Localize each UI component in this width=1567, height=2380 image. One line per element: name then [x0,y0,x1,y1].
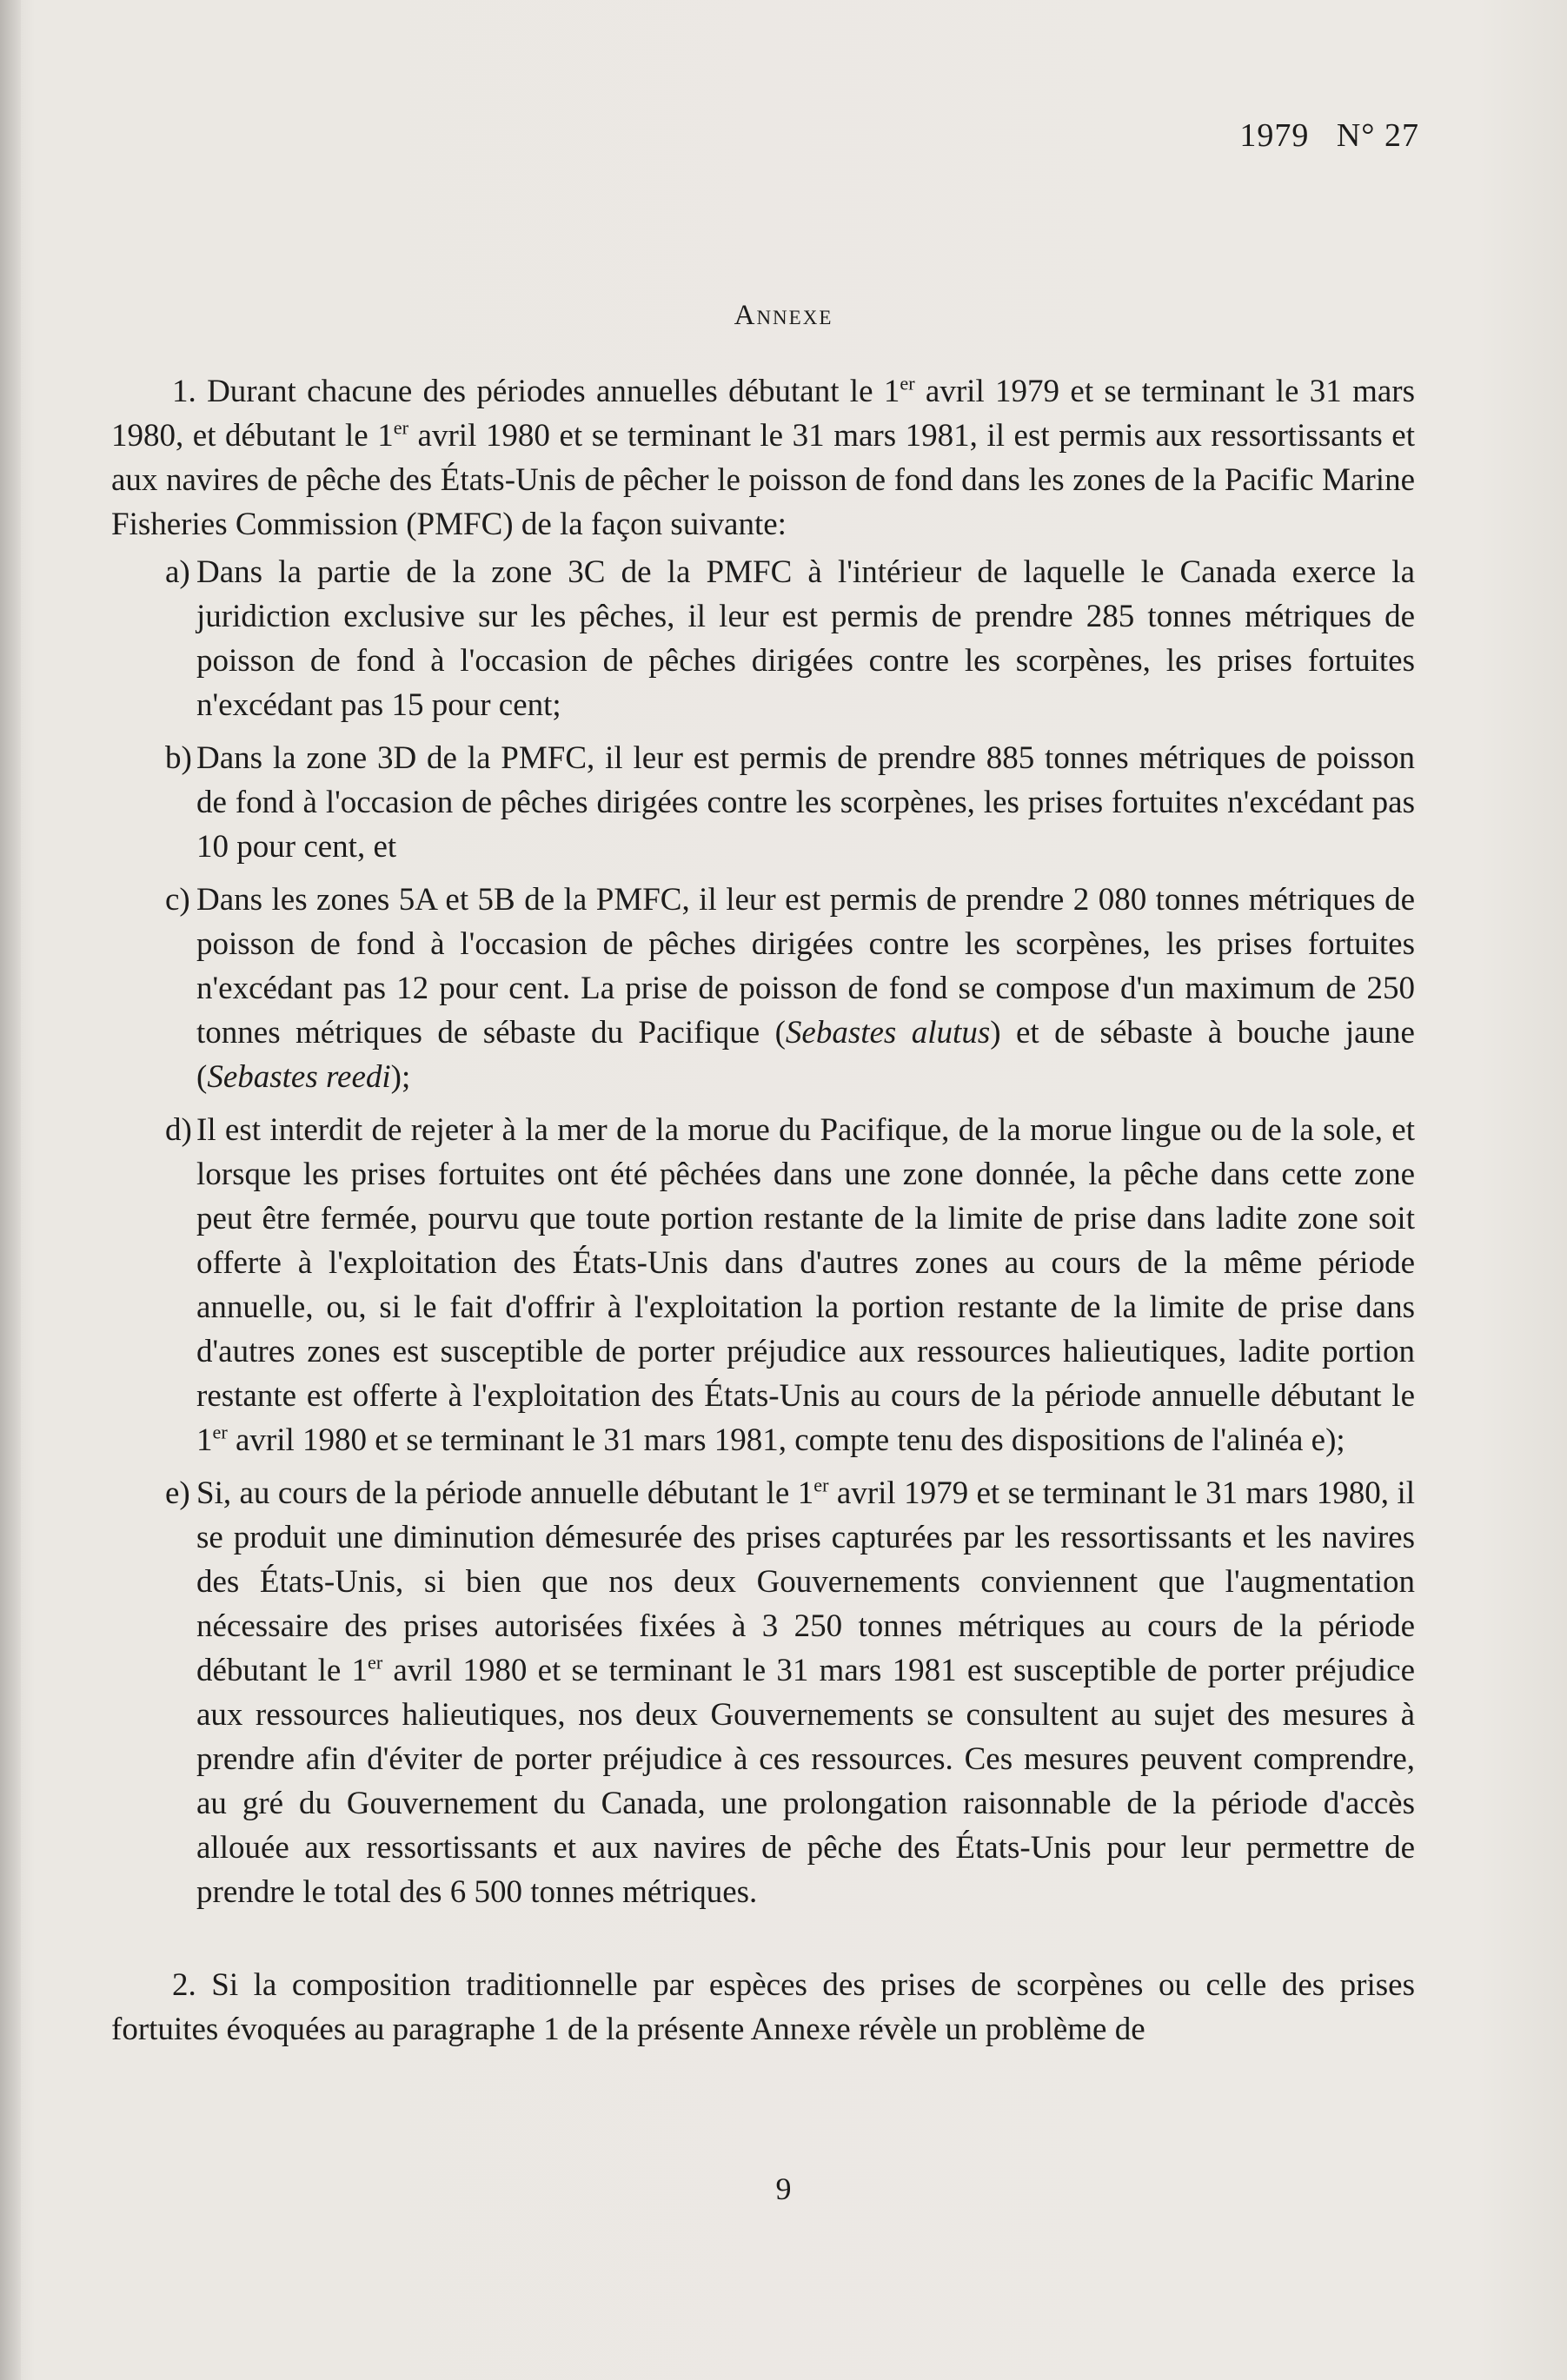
item-e [111,1471,1415,1914]
item-d [111,1108,1415,1462]
page-number: 9 [775,2171,792,2206]
item-b-text: Dans la zone 3D de la PMFC, il leur est permis de prendre 885 tonnes métriques de poisson de fond à l'occasion de pêches dirigées contre les scorpènes, les prises fortuites n'excédant pas 10 pour cent, et [196,740,1415,865]
paragraph-2: 2. Si la composition traditionnelle par espèces des prises de scorpènes ou celle des prises fortuites évoquées au paragraphe 1 de la présente Annexe révèle un problème de [111,1967,1415,2047]
ordinal-superscript: er [900,372,915,394]
ordinal-superscript: er [367,1651,383,1674]
ordinal-superscript: er [393,416,408,439]
item-e-text-c: avril 1980 et se terminant le 31 mars 1981 est susceptible de porter préjudice aux ressources halieutiques, nos deux Gouvernements se consultent au sujet des mesures à prendre afin d'éviter de porter préjudice à ces ressources. Ces mesures peuvent comprendre, au gré du Gouvernement du Canada, une prolongation raisonnable de la période d'accès allouée aux ressortissants et aux navires de pêche des États-Unis pour leur permettre de prendre le total des 6 500 tonnes métriques. [196,1653,1415,1910]
item-a-text: Dans la partie de la zone 3C de la PMFC à l'intérieur de laquelle le Canada exerce la juridiction exclusive sur les pêches, il leur est permis de prendre 285 tonnes métriques de poisson de fond à l'occasion de pêches dirigées contre les scorpènes, les prises fortuites n'excédant pas 15 pour cent; [196,554,1415,723]
item-c-text-a: Dans les zones 5A et 5B de la PMFC, il leur est permis de prendre 2 080 tonnes métriques de poisson de fond à l'occasion de pêches dirigées contre les scorpènes, les prises fortuites n'excédant pas 12 pour cent. La prise de poisson de fond se compose d'un maximum de 250 tonnes métriques de sébaste du Pacifique ( [196,882,1415,1051]
species-name: Sebastes alutus [785,1015,991,1051]
paragraph-1-text-c: avril 1980 et se terminant le 31 mars 1981, il est permis aux ressortissants et aux navires de pêche des États-Unis de pêcher le poisson de fond dans les zones de la Pacific Marine Fisheries Commission (PMFC) de la façon suivante: [111,418,1415,542]
page-binding-edge [0,0,21,2380]
item-c-text-c: ); [390,1059,411,1095]
item-e-text-a: Si, au cours de la période annuelle débutant le 1 [196,1475,814,1511]
item-a-letter: a) [165,554,190,590]
item-b-letter: b) [165,740,192,776]
ordinal-superscript: er [212,1421,228,1443]
paragraph-1-text-b: avril 1979 et se terminant le 31 mars 1980, et débutant le 1 [111,374,1415,454]
paragraph-1 [111,369,1415,547]
item-e-letter: e) [165,1475,190,1511]
document-body [111,369,1415,2052]
item-d-letter: d) [165,1112,192,1148]
header-year: 1979 [1239,117,1310,154]
item-c-text-b: ) et de sébaste à bouche jaune ( [196,1015,1415,1095]
item-c-text [196,878,1415,1099]
page-header [1239,116,1419,155]
item-d-text-b: avril 1980 et se terminant le 31 mars 1981, compte tenu des dispositions de l'alinéa e); [227,1422,1345,1458]
item-d-text-a: Il est interdit de rejeter à la mer de la morue du Pacifique, de la morue lingue ou de la sole, et lorsque les prises fortuites ont été pêchées dans une zone donnée, la pêche dans cette zone peut être fermée, pourvu que toute portion restante de la limite de prise dans ladite zone soit offerte à l'exploitation des États-Unis dans d'autres zones au cours de la même période annuelle, ou, si le fait d'offrir à l'exploitation la portion restante de la limite de prise dans d'autres zones est susceptible de porter préjudice aux ressources halieutiques, ladite portion restante est offerte à l'exploitation des États-Unis au cours de la période annuelle débutant le 1 [196,1112,1415,1458]
paragraph-1-text-a: 1. Durant chacune des périodes annuelles débutant le 1 [172,374,900,409]
ordinal-superscript: er [813,1474,829,1496]
item-a [111,550,1415,727]
species-name: Sebastes reedi [207,1059,391,1095]
item-e-text [196,1471,1415,1914]
header-number: N° 27 [1336,117,1419,154]
item-c [111,878,1415,1099]
item-d-text [196,1108,1415,1462]
item-c-letter: c) [165,882,190,918]
item-b [111,736,1415,869]
item-e-text-b: avril 1979 et se terminant le 31 mars 1980, il se produit une diminution démesurée des prises capturées par les ressortissants et les navires des États-Unis, si bien que nos deux Gouvernements conviennent que l'augmentation nécessaire des prises autorisées fixées à 3 250 tonnes métriques au cours de la période débutant le 1 [196,1475,1416,1688]
annex-title: Annexe [734,300,833,331]
